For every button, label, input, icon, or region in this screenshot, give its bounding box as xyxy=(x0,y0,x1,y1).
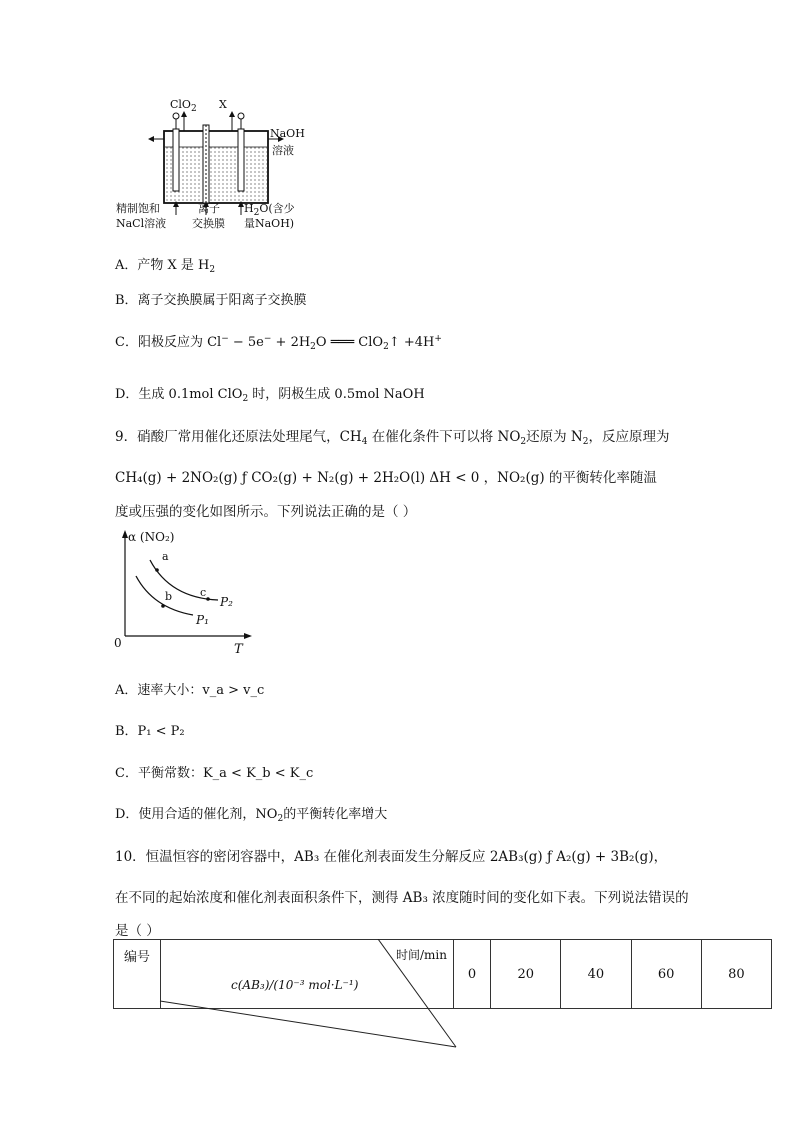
graph-point-c: c xyxy=(200,586,207,599)
label-membrane-2: 交换膜 xyxy=(192,217,225,230)
graph-x-label: T xyxy=(234,642,243,657)
table-time-40: 40 xyxy=(561,940,631,1009)
graph-label-p1: P₁ xyxy=(196,613,209,627)
q9-conversion-graph xyxy=(108,528,258,660)
label-x: X xyxy=(219,98,227,111)
table-header-id: 编号 xyxy=(114,940,161,1009)
q8-option-a: A．产物 X 是 $H_2$ xyxy=(115,258,216,275)
q10-line-2: 在不同的起始浓度和催化剂表面积条件下，测得 AB₃ 浓度随时间的变化如下表。下列说法错误的 xyxy=(115,890,689,906)
graph-point-b: b xyxy=(165,590,173,603)
label-brine-1: 精制饱和 xyxy=(116,202,160,215)
q9-line-3: 度或压强的变化如图所示。下列说法正确的是（ ） xyxy=(115,504,417,520)
q9-option-c: C．平衡常数：K_a < K_b < K_c xyxy=(115,766,314,781)
label-membrane-1: 离子 xyxy=(198,202,220,215)
q9-line-1: 9．硝酸厂常用催化还原法处理尾气，$CH_4$ 在催化条件下可以将 $NO_2$还原为 $N_2$，反应原理为 xyxy=(115,429,670,447)
label-clo2: ClO$_2$ xyxy=(170,98,197,114)
q8-option-c: C．阳极反应为 $Cl^- - 5e^- + 2H_2O$ ═══ ClO$_2$↑ +4H+ xyxy=(115,334,442,352)
q8-option-d: D．生成 0.1mol ClO$_2$ 时，阴极生成 0.5mol NaOH xyxy=(115,387,425,404)
label-naoh: NaOH xyxy=(270,127,305,140)
q8-option-b: B．离子交换膜属于阳离子交换膜 xyxy=(115,293,307,308)
label-brine-2: NaCl溶液 xyxy=(116,217,167,230)
q9-line-2: CH₄(g) + 2NO₂(g) ƒ CO₂(g) + N₂(g) + 2H₂O(l) ΔH < 0 ，NO₂(g) 的平衡转化率随温 xyxy=(115,470,657,486)
graph-label-p2: P₂ xyxy=(220,595,233,609)
table-time-80: 80 xyxy=(701,940,771,1009)
graph-origin: 0 xyxy=(114,636,122,650)
label-water-2: 量NaOH) xyxy=(244,217,295,230)
q9-option-d: D．使用合适的催化剂，$NO_2$的平衡转化率增大 xyxy=(115,807,388,824)
table-time-0: 0 xyxy=(454,940,491,1009)
q9-option-b: B．P₁ < P₂ xyxy=(115,724,185,739)
table-time-20: 20 xyxy=(491,940,561,1009)
graph-y-label: α (NO₂) xyxy=(128,530,175,544)
label-solution: 溶液 xyxy=(272,144,294,157)
table-diag-bottom: c(AB₃)/(10⁻³ mol·L⁻¹) xyxy=(231,978,359,992)
graph-point-a: a xyxy=(162,550,169,563)
table-diagonal-lines xyxy=(150,939,470,1059)
q10-line-1: 10．恒温恒容的密闭容器中，AB₃ 在催化剂表面发生分解反应 2AB₃(g) ƒ A₂(g) + 3B₂(g)， xyxy=(115,849,668,865)
q10-line-3: 是（ ） xyxy=(115,923,160,939)
table-time-60: 60 xyxy=(631,940,701,1009)
table-diag-top: 时间/min xyxy=(396,948,447,962)
q9-option-a: A．速率大小：v_a > v_c xyxy=(115,683,265,698)
label-water-1: $H_2O$(含少 xyxy=(244,202,295,218)
